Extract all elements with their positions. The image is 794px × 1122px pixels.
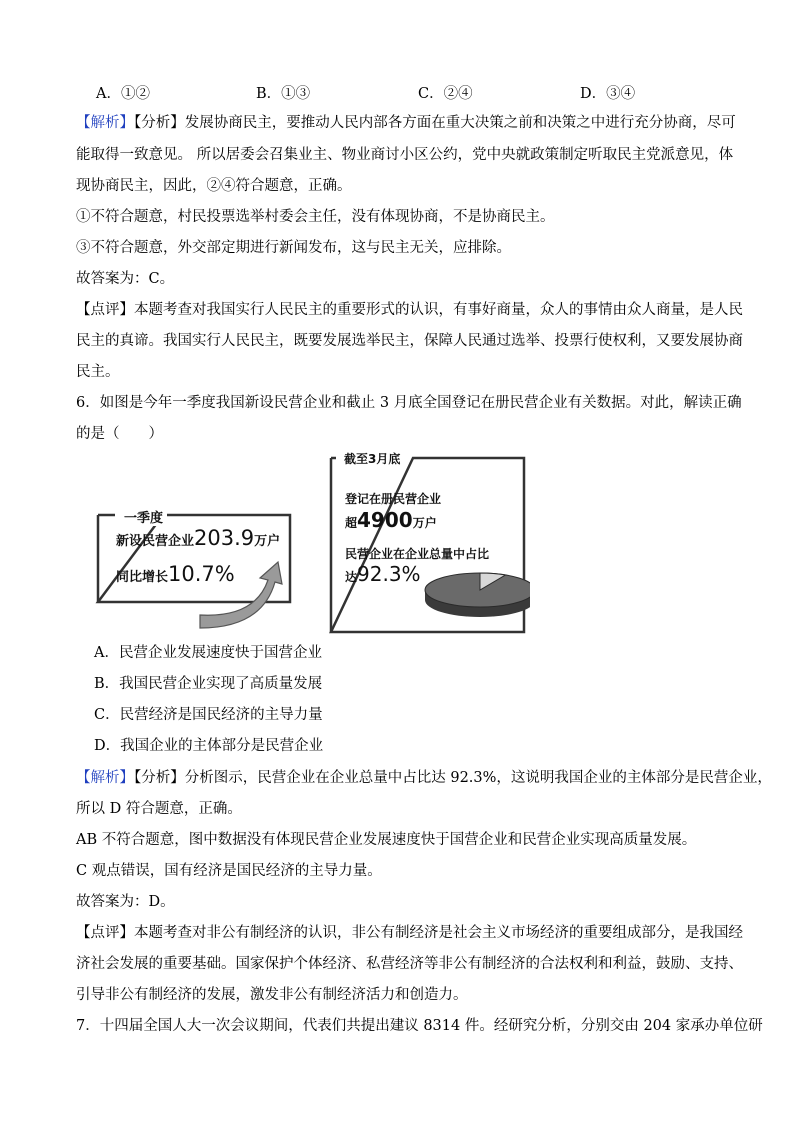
q6-option-b: B．我国民营企业实现了高质量发展 [94, 676, 323, 692]
q5-option-c: C．②④ [418, 86, 473, 102]
q5-comment-line-3: 民主。 [76, 364, 120, 380]
q5-option-b: B．①③ [256, 86, 311, 102]
growth-value: 10.7% [168, 562, 235, 586]
q6-analysis-line-4: C 观点错误，国有经济是国民经济的主导力量。 [76, 863, 382, 879]
q6-analysis-tag: 【解析】 [76, 770, 134, 786]
q5-analysis-tag: 【解析】 [76, 115, 134, 131]
pie-top [425, 573, 530, 607]
share-value-line: 达92.3% [345, 562, 421, 586]
registered-value-line: 超4900万户 [345, 508, 437, 532]
q7-stem: 7．十四届全国人大一次会议期间，代表们共提出建议 8314 件。经研究分析，分别交由 204 家承办单位研 [76, 1018, 763, 1034]
q5-comment-line-1: 【点评】本题考查对我国实行人民民主的重要形式的认识，有事好商量，众人的事情由众人商量，是人民 [76, 302, 743, 318]
q5-analysis-line-3: 现协商民主，因此，②④符合题意，正确。 [76, 178, 352, 194]
q6-option-c: C．民营经济是国民经济的主导力量 [94, 707, 323, 723]
q6-option-a: A．民营企业发展速度快于国营企业 [94, 645, 322, 661]
q6-stem-line-1: 6．如图是今年一季度我国新设民营企业和截止 3 月底全国登记在册民营企业有关数据。对此，解读正确 [76, 395, 742, 411]
registered-value: 4900 [357, 508, 413, 532]
registered-label: 登记在册民营企业 [345, 492, 442, 506]
q6-stem-line-2: 的是（ ） [76, 426, 163, 442]
right-box-title: 截至3月底 [340, 450, 404, 467]
q5-analysis-line-2: 能取得一致意见。 所以居委会召集业主、物业商讨小区公约，党中央就政策制定听取民主党派意见，体 [76, 147, 734, 163]
q6-analysis-line-3: AB 不符合题意，图中数据没有体现民营企业发展速度快于国营企业和民营企业实现高质量发展。 [76, 832, 697, 848]
q6-answer: 故答案为：D。 [76, 894, 175, 910]
q5-comment-line-2: 民主的真谛。我国实行人民民主，既要发展选举民主，保障人民通过选举、投票行使权利，又要发展协商 [76, 333, 743, 349]
q6-analysis-line-1: 【解析】【分析】分析图示，民营企业在企业总量中占比达 92.3%，这说明我国企业的主体部分是民营企业， [76, 770, 772, 786]
q5-analysis-line-4: ①不符合题意，村民投票选举村委会主任，没有体现协商，不是协商民主。 [76, 209, 555, 225]
q5-analysis-line-1: 【解析】【分析】发展协商民主，要推动人民内部各方面在重大决策之前和决策之中进行充分协商，尽可 [76, 115, 736, 131]
q5-analysis-line-5: ③不符合题意，外交部定期进行新闻发布，这与民主无关，应排除。 [76, 240, 511, 256]
q6-comment-line-1: 【点评】本题考查对非公有制经济的认识，非公有制经济是社会主义市场经济的重要组成部分，是我国经 [76, 925, 743, 941]
q6-comment-line-2: 济社会发展的重要基础。国家保护个体经济、私营经济等非公有制经济的合法权利和利益，鼓励、支持、 [76, 956, 743, 972]
share-value: 92.3% [357, 562, 421, 586]
new-enterprises-label: 新设民营企业203.9万户 [116, 526, 281, 550]
q5-answer: 故答案为：C。 [76, 271, 175, 287]
share-pie-chart [425, 573, 530, 617]
left-box-title: 一季度 [120, 507, 167, 526]
q6-analysis-line-2: 所以 D 符合题意，正确。 [76, 801, 242, 817]
new-enterprises-value: 203.9 [194, 526, 255, 550]
q6-comment-line-3: 引导非公有制经济的发展，激发非公有制经济活力和创造力。 [76, 987, 468, 1003]
q6-option-d: D．我国企业的主体部分是民营企业 [94, 738, 324, 754]
q6-figure [90, 450, 530, 640]
share-label: 民营企业在企业总量中占比 [345, 547, 490, 561]
q5-option-d: D．③④ [580, 86, 636, 102]
q5-option-a: A．①② [96, 86, 150, 102]
growth-label: 同比增长10.7% [116, 562, 235, 586]
